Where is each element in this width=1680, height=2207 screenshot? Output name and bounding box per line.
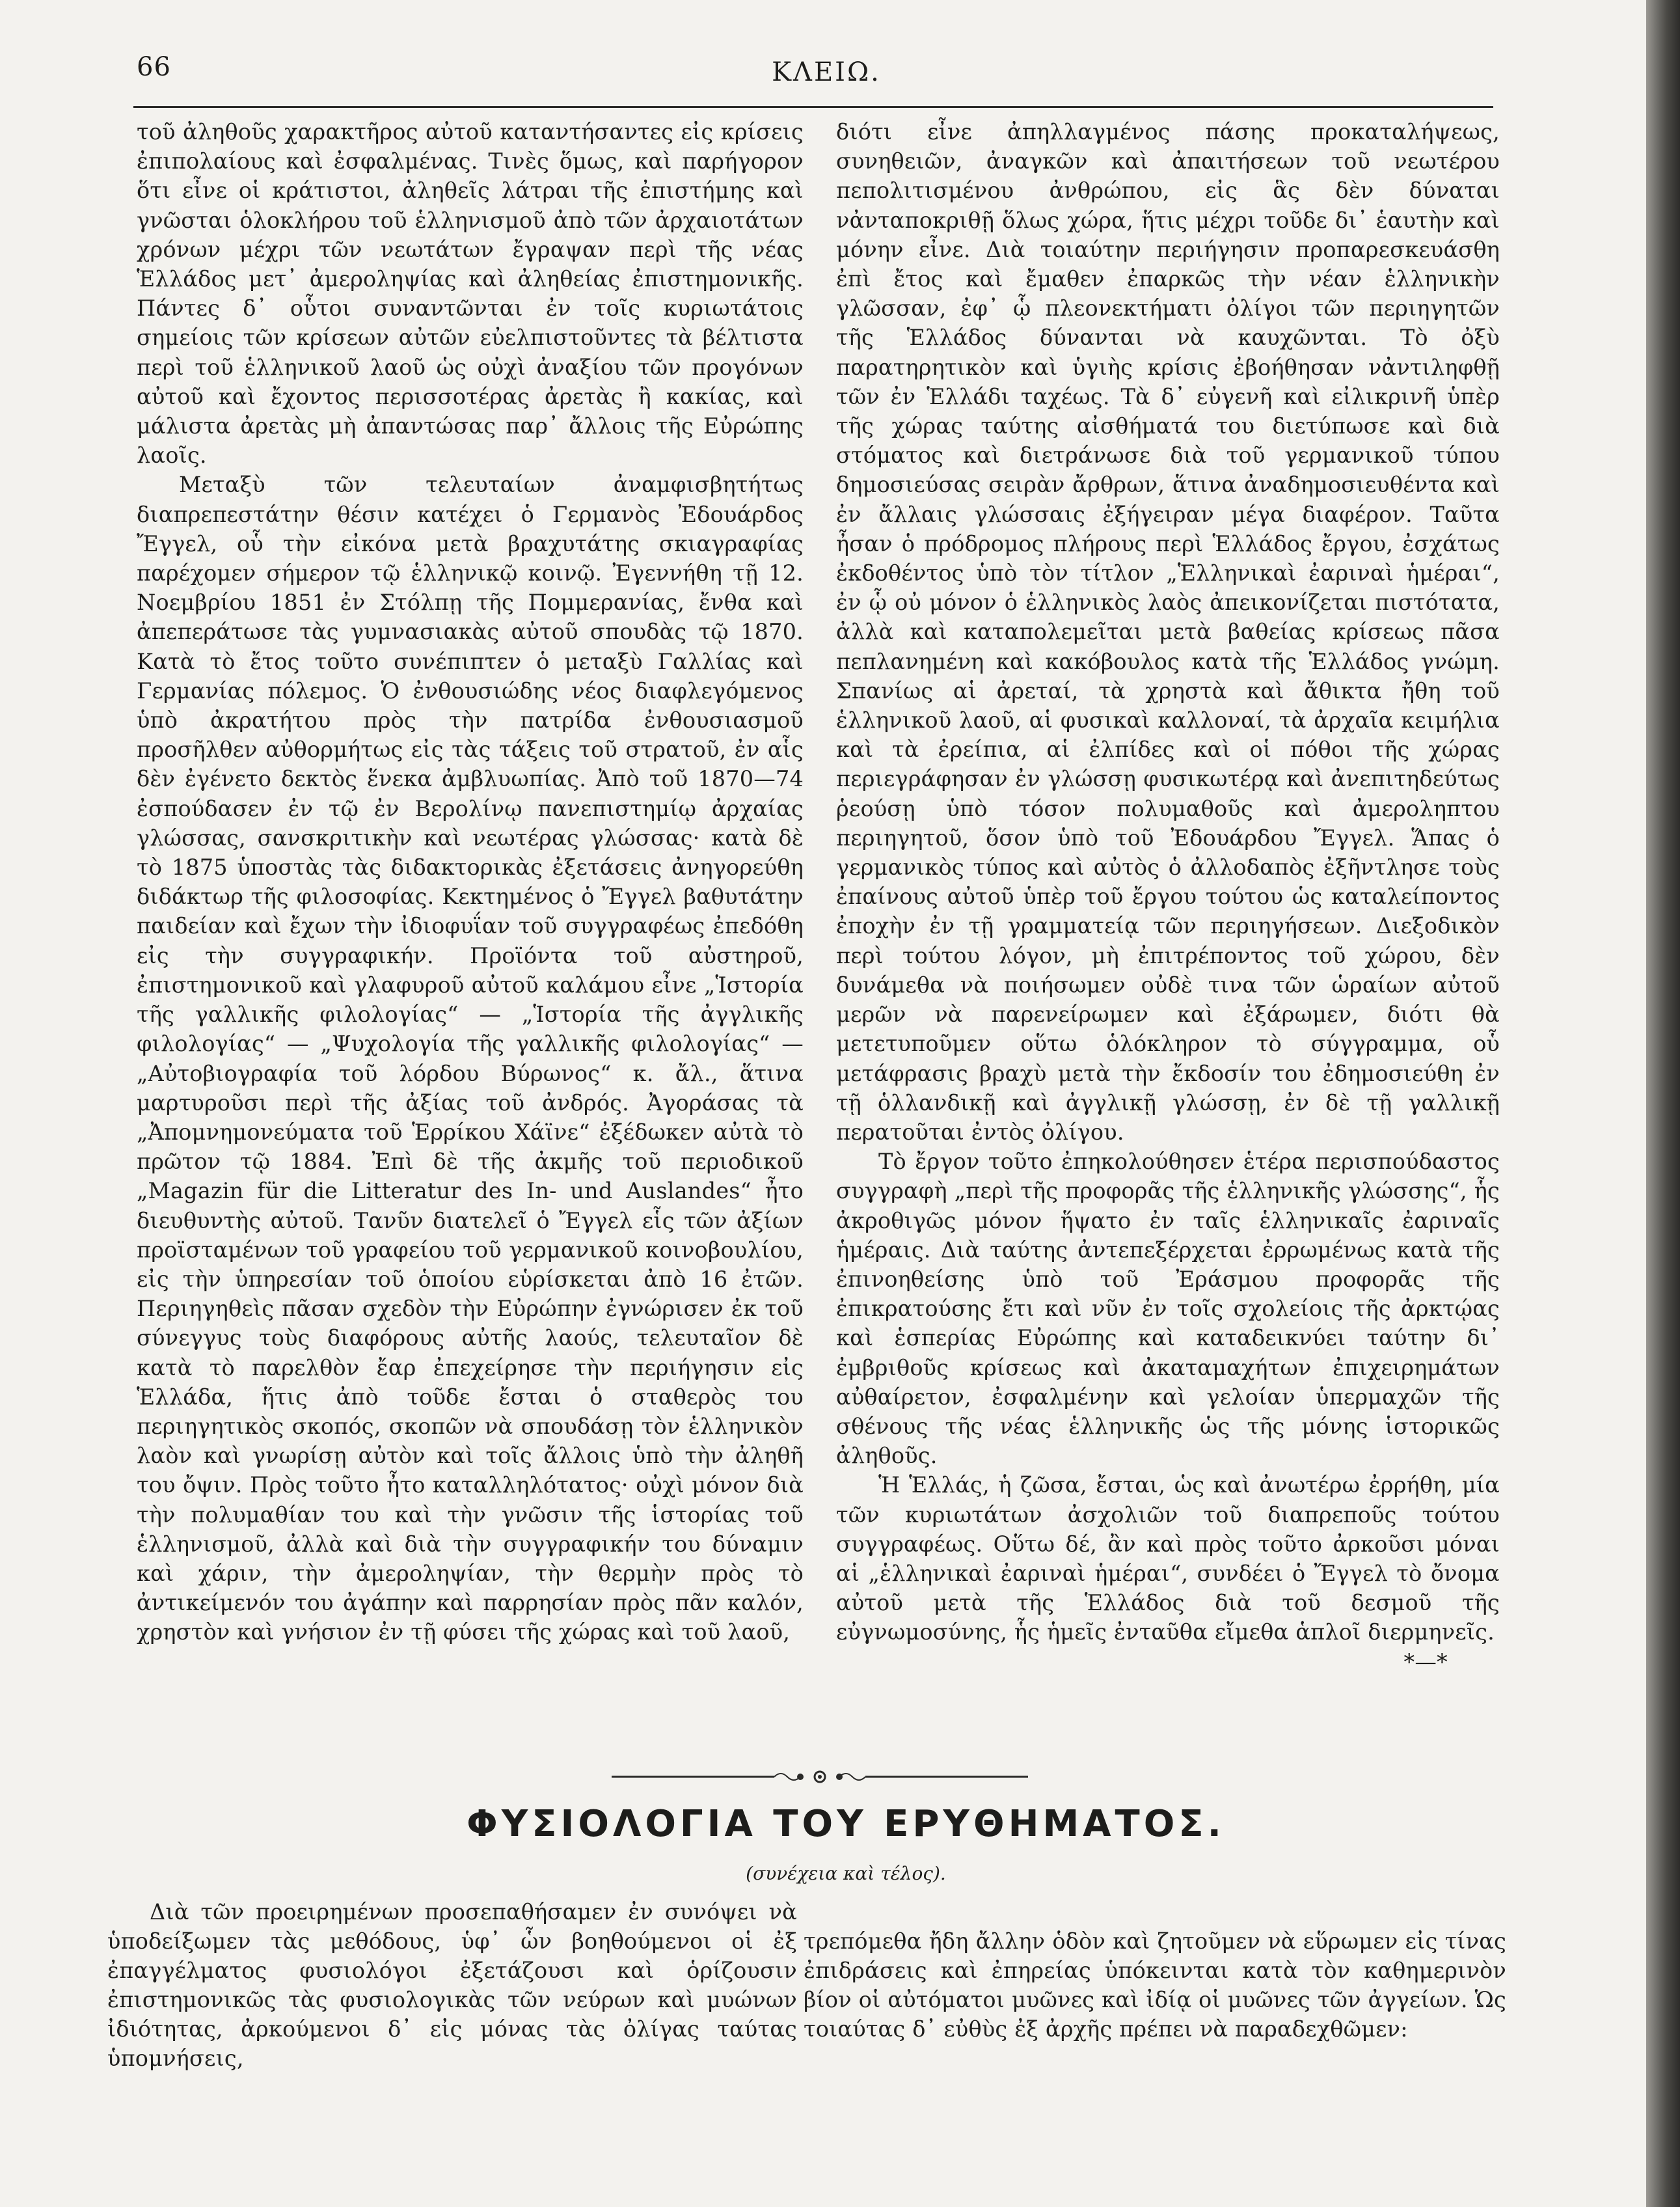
article-title: ΦΥΣΙΟΛΟΓΙΑ ΤΟΥ ΕΡΥΘΗΜΑΤΟΣ. [467,1803,1225,1845]
paragraph: διότι εἶνε ἀπηλλαγμένος πάσης προκαταλήψεως, συνηθειῶν, ἀναγκῶν καὶ ἀπαιτήσεων τοῦ νεωτέρου πεπολιτισμένου ἀνθρώπου, εἰς ἃς δὲν δύναται νἀνταποκριθῇ ὅλως χώρα, ἥτις μέχρι τοῦδε δι᾽ ἑαυτὴν καὶ μόνην εἶνε. Διὰ τοιαύτην περιήγησιν προπαρεσκευάσθη ἐπὶ ἔτος καὶ ἔμαθεν ἐπαρκῶς τὴν νέαν ἑλληνικὴν γλῶσσαν, ἐφ᾽ ᾧ πλεονεκτήματι ὀλίγοι τῶν περιηγητῶν τῆς Ἑλλάδος δύνανται νὰ καυχῶνται. Τὸ ὀξὺ παρατηρητικὸν καὶ ὑγιὴς κρίσις ἐβοήθησαν νἀντιληφθῇ τῶν ἐν Ἑλλάδι ταχέως. Τὰ δ᾽ εὐγενῆ καὶ εἰλικρινῆ ὑπὲρ τῆς χώρας ταύτης αἰσθήματά του διετύπωσε καὶ διὰ στόματος καὶ διετράνωσε διὰ τοῦ γερμανικοῦ τύπου δημοσιεύσας σειρὰν ἄρθρων, ἅτινα ἀναδημοσιευθέντα καὶ ἐν ἄλλαις γλώσσαις ἐξήγειραν μέγα διαφέρον. Ταῦτα ἦσαν ὁ πρόδρομος πλήρους περὶ Ἑλλάδος ἔργου, ἐσχάτως ἐκδοθέντος ὑπὸ τὸν τίτλον „Ἑλληνικαὶ ἐαριναὶ ἡμέραι“, ἐν ᾧ οὐ μόνον ὁ ἑλληνικὸς λαὸς ἀπεικονίζεται πιστότατα, ἀλλὰ καὶ καταπολεμεῖται μετὰ βαθείας κρίσεως πᾶσα πεπλανημένη καὶ κακόβουλος κατὰ τῆς Ἑλλάδος γνώμη. Σπανίως αἱ ἀρεταί, τὰ χρηστὰ καὶ ἄθικτα ἤθη τοῦ ἑλληνικοῦ λαοῦ, αἱ φυσικαὶ καλλοναί, τὰ ἀρχαῖα κειμήλια καὶ τὰ ἐρείπια, αἱ ἐλπίδες καὶ οἱ πόθοι τῆς χώρας περιεγράφησαν ἐν γλώσσῃ φυσικωτέρᾳ καὶ ἀνεπιτηδεύτως ῥεούσῃ ὑπὸ τόσον πολυμαθοῦς καὶ ἀμεροληπτου περιηγητοῦ, ὅσον ὑπὸ τοῦ Ἐδουάρδου Ἔγγελ. Ἅπας ὁ γερμανικὸς τύπος καὶ αὐτὸς ὁ ἀλλοδαπὸς ἐξῆντλησε τοὺς ἐπαίνους αὐτοῦ ὑπὲρ τοῦ ἔργου τούτου ὡς καταλείποντος ἐποχὴν ἐν τῇ γραμματείᾳ τῶν περιηγήσεων. Διεξοδικὸν περὶ τούτου λόγον, μὴ ἐπιτρέποντος τοῦ χώρου, δὲν δυνάμεθα νὰ ποιήσωμεν οὐδὲ τινα τῶν ὡραίων αὐτοῦ μερῶν νὰ παρενείρωμεν καὶ ἐξάρωμεν, διότι θὰ μετετυποῦμεν οὕτω ὁλόκληρον τὸ σύγγραμμα, οὗ μετάφρασις βραχὺ μετὰ τὴν ἔκδοσίν του ἐδημοσιεύθη ἐν τῇ ὁλλανδικῇ καὶ ἀγγλικῇ γλώσσῃ, ἐν δὲ τῇ γαλλικῇ περατοῦται ἐντὸς ὀλίγου. [836,119,1500,1145]
section-ornament [612,1767,1028,1787]
left-column [137,117,804,1647]
article-right-column [804,1926,1506,2044]
paragraph: Τὸ ἔργον τοῦτο ἐπηκολούθησεν ἑτέρα περισπούδαστος συγγραφὴ „περὶ τῆς προφορᾶς τῆς ἑλληνικῆς γλώσσης“, ἧς ἀκροθιγῶς μόνον ἥψατο ἐν ταῖς ἑλληνικαῖς ἐαριναῖς ἡμέραις. Διὰ ταύτης ἀντεπεξέρχεται ἐρρωμένως κατὰ τῆς ἐπινοηθείσης ὑπὸ τοῦ Ἐράσμου προφορᾶς τῆς ἐπικρατούσης ἔτι καὶ νῦν ἐν τοῖς σχολείοις τῆς ἀρκτῴας καὶ ἑσπερίας Εὐρώπης καὶ καταδεικνύει ταύτην δι᾽ ἐμβριθοῦς κρίσεως καὶ ἀκαταμαχήτων ἐπιχειρημάτων αὐθαίρετον, ἐσφαλμένην καὶ γελοίαν ὑπερμαχῶν τῆς σθένους τῆς νέας ἑλληνικῆς ὡς τῆς μόνης ἱστορικῶς ἀληθοῦς. [836,1149,1500,1469]
paragraph: τρεπόμεθα ἤδη ἄλλην ὁδὸν καὶ ζητοῦμεν νὰ εὕρωμεν εἰς τίνας ἐπιδράσεις καὶ ἐπηρείας ὑπόκεινται κατὰ τὸν καθημερινὸν βίον οἱ αὐτόματοι μυῶνες καὶ ἰδίᾳ οἱ μυῶνες τῶν ἀγγείων. Ὡς τοιαύτας δ᾽ εὐθὺς ἐξ ἀρχῆς πρέπει νὰ παραδεχθῶμεν: [804,1928,1506,2042]
paragraph: Ἡ Ἑλλάς, ἡ ζῶσα, ἔσται, ὡς καὶ ἀνωτέρω ἐρρήθη, μία τῶν κυριωτάτων ἀσχολιῶν τοῦ διαπρεποῦς τούτου συγγραφέως. Οὕτω δέ, ἂν καὶ πρὸς τοῦτο ἀρκοῦσι μόναι αἱ „ἑλληνικαὶ ἐαριναὶ ἡμέραι“, συνδέει ὁ Ἔγγελ τὸ ὄνομα αὐτοῦ μετὰ τῆς Ἑλλάδος διὰ τοῦ δεσμοῦ τῆς εὐγνωμοσύνης, ἧς ἡμεῖς ἐνταῦθα εἴμεθα ἁπλοῖ διερμηνεῖς. [836,1472,1500,1645]
page-number: 66 [137,52,171,82]
paragraph: Μεταξὺ τῶν τελευταίων ἀναμφισβητήτως διαπρεπεστάτην θέσιν κατέχει ὁ Γερμανὸς Ἐδουάρδος Ἔγγελ, οὗ τὴν εἰκόνα μετὰ βραχυτάτης σκιαγραφίας παρέχομεν σήμερον τῷ ἑλληνικῷ κοινῷ. Ἐγεννήθη τῇ 12. Νοεμβρίου 1851 ἐν Στόλπῃ τῆς Πομμερανίας, ἔνθα καὶ ἀπεπεράτωσε τὰς γυμνασιακὰς αὐτοῦ σπουδὰς τῷ 1870. Κατὰ τὸ ἔτος τοῦτο συνέπιπτεν ὁ μεταξὺ Γαλλίας καὶ Γερμανίας πόλεμος. Ὁ ἐνθουσιώδης νέος διαφλεγόμενος ὑπὸ ἀκρατήτου πρὸς τὴν πατρίδα ἐνθουσιασμοῦ προσῆλθεν αὐθορμήτως εἰς τὰς τάξεις τοῦ στρατοῦ, ἐν αἷς δὲν ἐγένετο δεκτὸς ἕνεκα ἀμβλυωπίας. Ἀπὸ τοῦ 1870—74 ἐσπούδασεν ἐν τῷ ἐν Βερολίνῳ πανεπιστημίῳ ἀρχαίας γλώσσας, σανσκριτικὴν καὶ νεωτέρας γλώσσας· κατὰ δὲ τὸ 1875 ὑποστὰς τὰς διδακτορικὰς ἐξετάσεις ἀνηγορεύθη διδάκτωρ τῆς φιλοσοφίας. Κεκτημένος ὁ Ἔγγελ βαθυτάτην παιδείαν καὶ ἔχων τὴν ἰδιοφυΐαν τοῦ συγγραφέως ἐπεδόθη εἰς τὴν συγγραφικήν. Προϊόντα τοῦ αὐστηροῦ, ἐπιστημονικοῦ καὶ γλαφυροῦ αὐτοῦ καλάμου εἶνε „Ἱστορία τῆς γαλλικῆς φιλολογίας“ — „Ἱστορία τῆς ἀγγλικῆς φιλολογίας“ — „Ψυχολογία τῆς γαλλικῆς φιλολογίας“ — „Αὐτοβιογραφία τοῦ λόρδου Βύρωνος“ κ. ἄλ., ἅτινα μαρτυροῦσι περὶ τῆς ἀξίας τοῦ ἀνδρός. Ἀγοράσας τὰ „Ἀπομνημονεύματα τοῦ Ἑρρίκου Χάϊνε“ ἐξέδωκεν αὐτὰ τὸ πρῶτον τῷ 1884. Ἐπὶ δὲ τῆς ἀκμῆς τοῦ περιοδικοῦ „Magazin für die Litteratur des In- und Auslandes“ ἦτο διευθυντὴς αὐτοῦ. Τανῦν διατελεῖ ὁ Ἔγγελ εἷς τῶν ἀξίων προϊσταμένων τοῦ γραφείου τοῦ γερμανικοῦ κοινοβουλίου, εἰς τὴν ὑπηρεσίαν τοῦ ὁποίου εὑρίσκεται ἀπὸ 16 ἐτῶν. Περιηγηθεὶς πᾶσαν σχεδὸν τὴν Εὐρώπην ἐγνώρισεν ἐκ τοῦ σύνεγγυς τοὺς διαφόρους αὐτῆς λαούς, τελευταῖον δὲ κατὰ τὸ παρελθὸν ἔαρ ἐπεχείρησε τὴν περιήγησιν εἰς Ἑλλάδα, ἥτις ἀπὸ τοῦδε ἔσται ὁ σταθερὸς του περιηγητικὸς σκοπός, σκοπῶν νὰ σπουδάσῃ τὸν ἑλληνικὸν λαὸν καὶ γνωρίσῃ αὐτὸν καὶ τοῖς ἄλλοις ὑπὸ τὴν ἀληθῆ του ὄψιν. Πρὸς τοῦτο ἦτο καταλληλότατος· οὐχὶ μόνον διὰ τὴν πολυμαθίαν του καὶ τὴν γνῶσιν τῆς ἱστορίας τοῦ ἑλληνισμοῦ, ἀλλὰ καὶ διὰ τὴν συγγραφικήν του δύναμιν καὶ χάριν, τὴν ἀμεροληψίαν, τὴν θερμὴν πρὸς τὸ ἀντικείμενόν του ἀγάπην καὶ παρρησίαν πρὸς πᾶν καλόν, χρηστὸν καὶ γνήσιον ἐν τῇ φύσει τῆς χώρας καὶ τοῦ λαοῦ, [137,472,804,1645]
article-subtitle: (συνέχεια καὶ τέλος). [746,1863,946,1884]
article-left-column [107,1897,797,2073]
running-head: ΚΛΕΙΩ. [772,57,881,87]
binding-edge [1646,0,1680,2207]
right-column [836,117,1500,1677]
header-rule [133,106,1493,108]
paragraph: τοῦ ἀληθοῦς χαρακτῆρος αὐτοῦ καταντήσαντες εἰς κρίσεις ἐπιπολαίους καὶ ἐσφαλμένας. Τινὲς ὅμως, καὶ παρήγορον ὅτι εἶνε οἱ κράτιστοι, ἀληθεῖς λάτραι τῆς ἐπιστήμης καὶ γνῶσται ὁλοκλήρου τοῦ ἑλληνισμοῦ ἀπὸ τῶν ἀρχαιοτάτων χρόνων μέχρι τῶν νεωτάτων ἔγραψαν περὶ τῆς νέας Ἑλλάδος μετ᾽ ἀμεροληψίας καὶ ἀληθείας ἐπιστημονικῆς. Πάντες δ᾽ οὗτοι συναντῶνται ἐν τοῖς κυριωτάτοις σημείοις τῶν κρίσεων αὐτῶν εὐελπιστοῦντες τὰ βέλτιστα περὶ τοῦ ἑλληνικοῦ λαοῦ ὡς οὐχὶ ἀναξίου τῶν προγόνων αὐτοῦ καὶ ἔχοντος περισσοτέρας ἀρετὰς ἢ κακίας, καὶ μάλιστα ἀρετὰς μὴ ἀπαντώσας παρ᾽ ἄλλοις τῆς Εὐρώπης λαοῖς. [137,119,804,469]
author-signature: *—* [1403,1649,1448,1675]
paragraph: Διὰ τῶν προειρημένων προσεπαθήσαμεν ἐν συνόψει νὰ ὑποδείξωμεν τὰς μεθόδους, ὑφ᾽ ὧν βοηθούμενοι οἱ ἐξ ἐπαγγέλματος φυσιολόγοι ἐξετάζουσι καὶ ὁρίζουσιν ἐπιστημονικῶς τὰς φυσιολογικὰς τῶν νεύρων καὶ μυώνων ἰδιότητας, ἀρκούμενοι δ᾽ εἰς μόνας τὰς ὀλίγας ταύτας ὑπομνήσεις, [107,1899,797,2071]
